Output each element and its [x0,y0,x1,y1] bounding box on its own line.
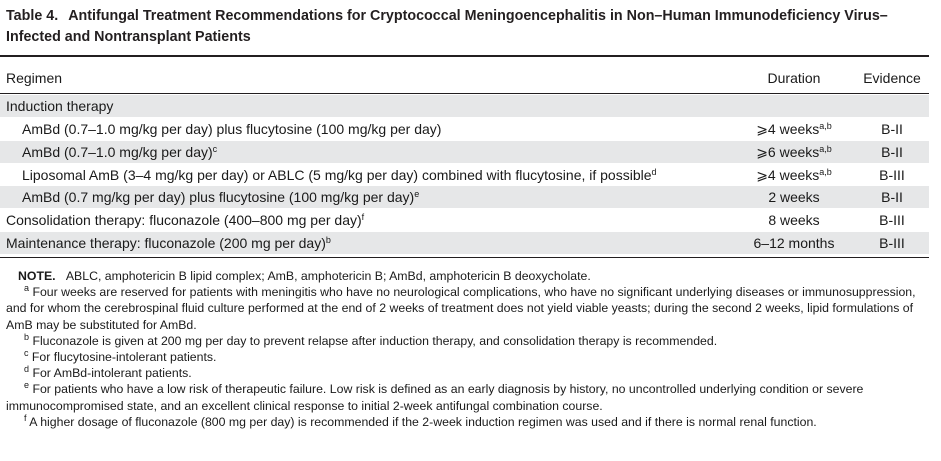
table-row [0,95,929,117]
table-row [0,141,929,163]
top-rule [0,55,929,57]
evidence-cell: B-II [881,144,903,160]
regimen-cell: Maintenance therapy: fluconazole (200 mg per day)$^b$ [6,235,331,251]
footnote: $^b$ Fluconazole is given at 200 mg per day to prevent relapse after induction therapy, and consolidation therapy is recommended. [24,331,718,348]
regimen-cell: Consolidation therapy: fluconazole (400–800 mg per day)$^f$ [6,212,365,228]
duration-cell: ⩾6 weeks$^{a,b}$ [756,144,832,160]
table-title [6,6,931,48]
regimen-cell: AmBd (0.7–1.0 mg/kg per day)$^c$ [22,144,218,160]
table-row [0,164,929,186]
evidence-cell: B-III [879,167,905,183]
footnote: $^a$ Four weeks are reserved for patients with meningitis who have no neurological complications, who have no significant underlying diseases or immunosuppression, and for whom the cerebrospinal fluid culture performed at the end of 2 weeks of treatment does not yield viable yeasts; during the second 2 weeks, lipid formulations of AmB may be substituted for AmBd. [6,283,916,332]
table-row [0,209,929,231]
duration-cell: ⩾4 weeks$^{a,b}$ [756,121,832,137]
table-caption: Antifungal Treatment Recommendations for Cryptococcal Meningoencephalitis in Non–Human Immunodeficiency Virus–Infected and Nontransplant Patients [6,8,888,45]
footnote: $^c$ For flucytosine-intolerant patients. [24,348,217,365]
regimen-cell: Induction therapy [6,98,114,114]
duration-cell: 2 weeks [768,189,820,205]
bottom-rule [0,257,929,258]
footnote: $^f$ A higher dosage of fluconazole (800 mg per day) is recommended if the 2-week induction regimen was used and if there is normal renal function. [24,412,817,429]
regimen-cell: AmBd (0.7–1.0 mg/kg per day) plus flucytosine (100 mg/kg per day) [22,121,442,137]
duration-cell: ⩾4 weeks$^{a,b}$ [756,167,832,183]
table-notes [6,268,926,430]
duration-cell: 6–12 months [753,235,835,251]
header-regimen: Regimen [6,70,63,86]
regimen-cell: AmBd (0.7 mg/kg per day) plus flucytosine (100 mg/kg per day)$^e$ [22,189,420,205]
regimen-cell: Liposomal AmB (3–4 mg/kg per day) or ABLC (5 mg/kg per day) combined with flucytosine, if possible$^d$ [22,167,657,183]
evidence-cell: B-III [879,212,905,228]
footnote: $^e$ For patients who have a low risk of therapeutic failure. Low risk is defined as an early diagnosis by history, no uncontrolled underlying condition or severe immunocompromised state, and an excellent clinical response to initial 2-week antifungal combination course. [6,380,864,413]
table-number: Table 4. [6,8,59,24]
table-row [0,118,929,140]
header-row [0,67,929,89]
table-row [0,186,929,208]
header-rule [0,93,929,94]
evidence-cell: B-II [881,189,903,205]
table-row [0,232,929,254]
footnote: $^d$ For AmBd-intolerant patients. [24,364,192,381]
header-duration: Duration [767,70,821,86]
duration-cell: 8 weeks [768,212,820,228]
note-paragraph: NOTE. ABLC, amphotericin B lipid complex; AmB, amphotericin B; AmBd, amphotericin B deoxycholate. [18,269,591,283]
header-evidence: Evidence [863,70,921,86]
evidence-cell: B-II [881,121,903,137]
evidence-cell: B-III [879,235,905,251]
